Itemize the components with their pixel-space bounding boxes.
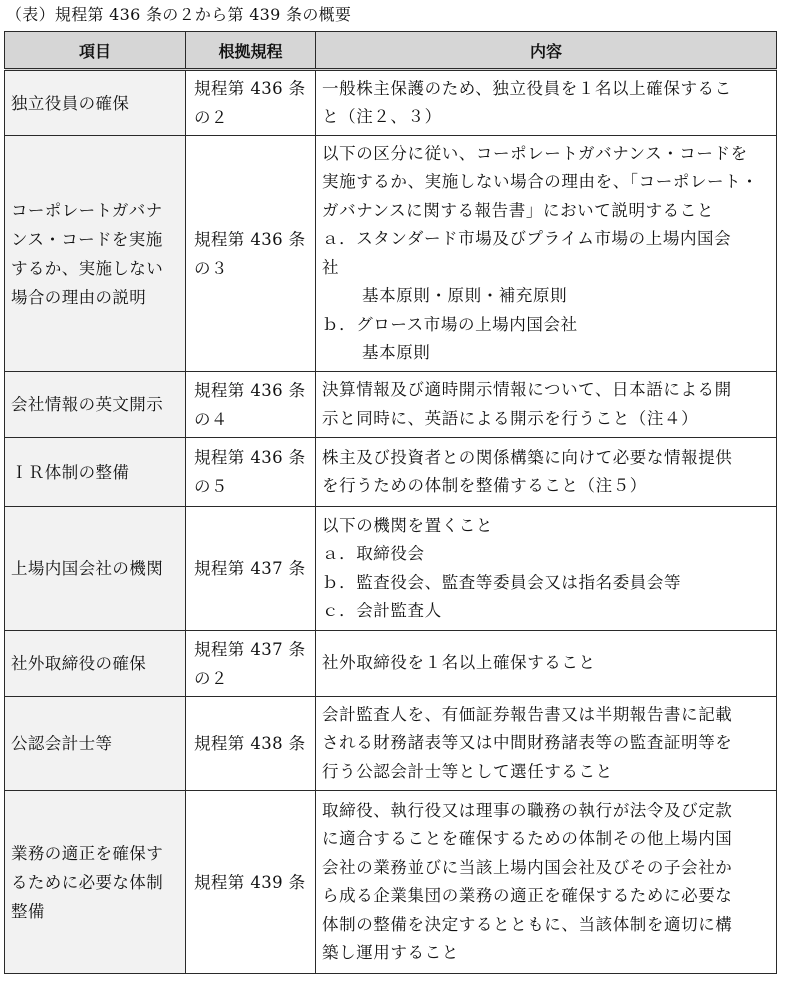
header-rule: 根拠規程 (186, 32, 316, 70)
content-text: 社外取締役を１名以上確保すること (322, 653, 596, 673)
content-cell (316, 372, 777, 438)
header-item: 項目 (5, 32, 186, 70)
item-cell (5, 372, 186, 438)
content-text: 行う公認会計士等として選任すること (322, 761, 613, 781)
item-cell (5, 136, 186, 372)
content-text: 体制の整備を決定するとともに、当該体制を適切に構 (322, 914, 733, 934)
table-row (5, 438, 777, 507)
rule-text: の２ (194, 668, 228, 688)
content-text: ｃ．会計監査人 (322, 601, 442, 620)
rule-text: 規程第 437 条 (194, 559, 306, 578)
item-text: コーポレートガバナ (11, 200, 163, 220)
rule-cell (186, 136, 316, 372)
content-text: 株主及び投資者との関係構築に向けて必要な情報提供 (322, 447, 733, 467)
rule-cell (186, 507, 316, 631)
content-text: ガバナンスに関する報告書」において説明すること (322, 200, 714, 220)
content-text: 一般株主保護のため、独立役員を１名以上確保するこ (322, 78, 732, 98)
content-text: 取締役、執行役又は理事の職務の執行が法令及び定款 (322, 800, 733, 820)
item-cell (5, 631, 186, 697)
rule-cell (186, 438, 316, 507)
rule-text: 規程第 439 条 (194, 872, 306, 892)
content-cell (316, 507, 777, 631)
content-text: 示と同時に、英語による開示を行うこと（注４） (322, 408, 699, 428)
content-text: 以下の区分に従い、コーポレートガバナンス・コードを (322, 143, 748, 163)
content-text: 基本原則 (362, 343, 431, 362)
item-text: 業務の適正を確保す (11, 843, 164, 863)
content-text: ａ．取締役会 (322, 544, 425, 563)
rule-text: 規程第 436 条 (194, 380, 306, 400)
item-cell (5, 791, 186, 974)
header-content: 内容 (316, 32, 777, 70)
table-caption: （表）規程第 436 条の２から第 439 条の概要 (6, 5, 352, 24)
rule-text: の３ (194, 258, 228, 278)
item-text: 整備 (11, 901, 45, 921)
content-cell (316, 438, 777, 507)
content-text: される財務諸表等又は中間財務諸表等の監査証明等を (322, 733, 733, 753)
rule-cell (186, 791, 316, 974)
rule-text: 規程第 436 条 (194, 448, 306, 467)
table-row (5, 631, 777, 697)
rule-cell (186, 372, 316, 438)
item-cell (5, 438, 186, 507)
rule-text: の５ (194, 477, 228, 496)
content-text: 実施するか、実施しない場合の理由を、「コーポレート・ (322, 172, 759, 191)
table-row (5, 697, 777, 791)
content-text: 社 (322, 257, 340, 277)
rule-text: の２ (194, 108, 228, 127)
content-text: 会社の業務並びに当該上場内国会社及びその子会社か (322, 857, 733, 877)
item-text: 公認会計士等 (11, 734, 113, 753)
content-cell (316, 697, 777, 791)
item-text: ンス・コードを実施 (11, 229, 163, 249)
content-text: ｂ．監査役会、監査等委員会又は指名委員会等 (322, 572, 682, 592)
content-text: 決算情報及び適時開示情報について、日本語による開 (322, 380, 732, 399)
content-text: 以下の機関を置くこと (322, 515, 493, 535)
rule-text: の４ (194, 409, 228, 429)
table-row (5, 372, 777, 438)
rule-text: 規程第 437 条 (194, 639, 306, 659)
rule-text: 規程第 438 条 (194, 734, 306, 753)
rule-cell (186, 631, 316, 697)
table-row (5, 70, 777, 136)
table-row (5, 507, 777, 631)
content-text: に適合することを確保するための体制その他上場内国 (322, 829, 733, 848)
item-text: 会社情報の英文開示 (11, 395, 164, 414)
content-text: ａ．スタンダード市場及びプライム市場の上場内国会 (322, 229, 732, 248)
content-text: ｂ．グロース市場の上場内国会社 (322, 314, 578, 334)
rule-cell (186, 70, 316, 136)
item-text: 独立役員の確保 (11, 93, 130, 113)
item-text: 場合の理由の説明 (11, 287, 147, 307)
content-text: ら成る企業集団の業務の適正を確保するために必要な (322, 886, 733, 905)
item-text: ＩＲ体制の整備 (11, 462, 130, 482)
content-text: 基本原則・原則・補充原則 (362, 286, 568, 305)
content-text: と（注２、３） (322, 107, 442, 126)
item-cell (5, 697, 186, 791)
content-cell (316, 70, 777, 136)
regulation-summary-table (4, 31, 777, 974)
content-text: 会計監査人を、有価証券報告書又は半期報告書に記載 (322, 704, 733, 724)
item-text: 社外取締役の確保 (11, 654, 147, 673)
table-row (5, 136, 777, 372)
rule-cell (186, 697, 316, 791)
content-text: 築し運用すること (322, 943, 459, 962)
content-cell (316, 631, 777, 697)
item-cell (5, 507, 186, 631)
item-text: 上場内国会社の機関 (11, 559, 164, 578)
table-row (5, 791, 777, 974)
rule-text: 規程第 436 条 (194, 79, 306, 98)
item-cell (5, 70, 186, 136)
item-text: るために必要な体制 (11, 872, 164, 892)
header-row (5, 32, 777, 70)
content-cell (316, 136, 777, 372)
rule-text: 規程第 436 条 (194, 229, 306, 249)
content-text: を行うための体制を整備すること（注５） (322, 476, 647, 495)
content-cell (316, 791, 777, 974)
item-text: するか、実施しない (11, 258, 164, 278)
